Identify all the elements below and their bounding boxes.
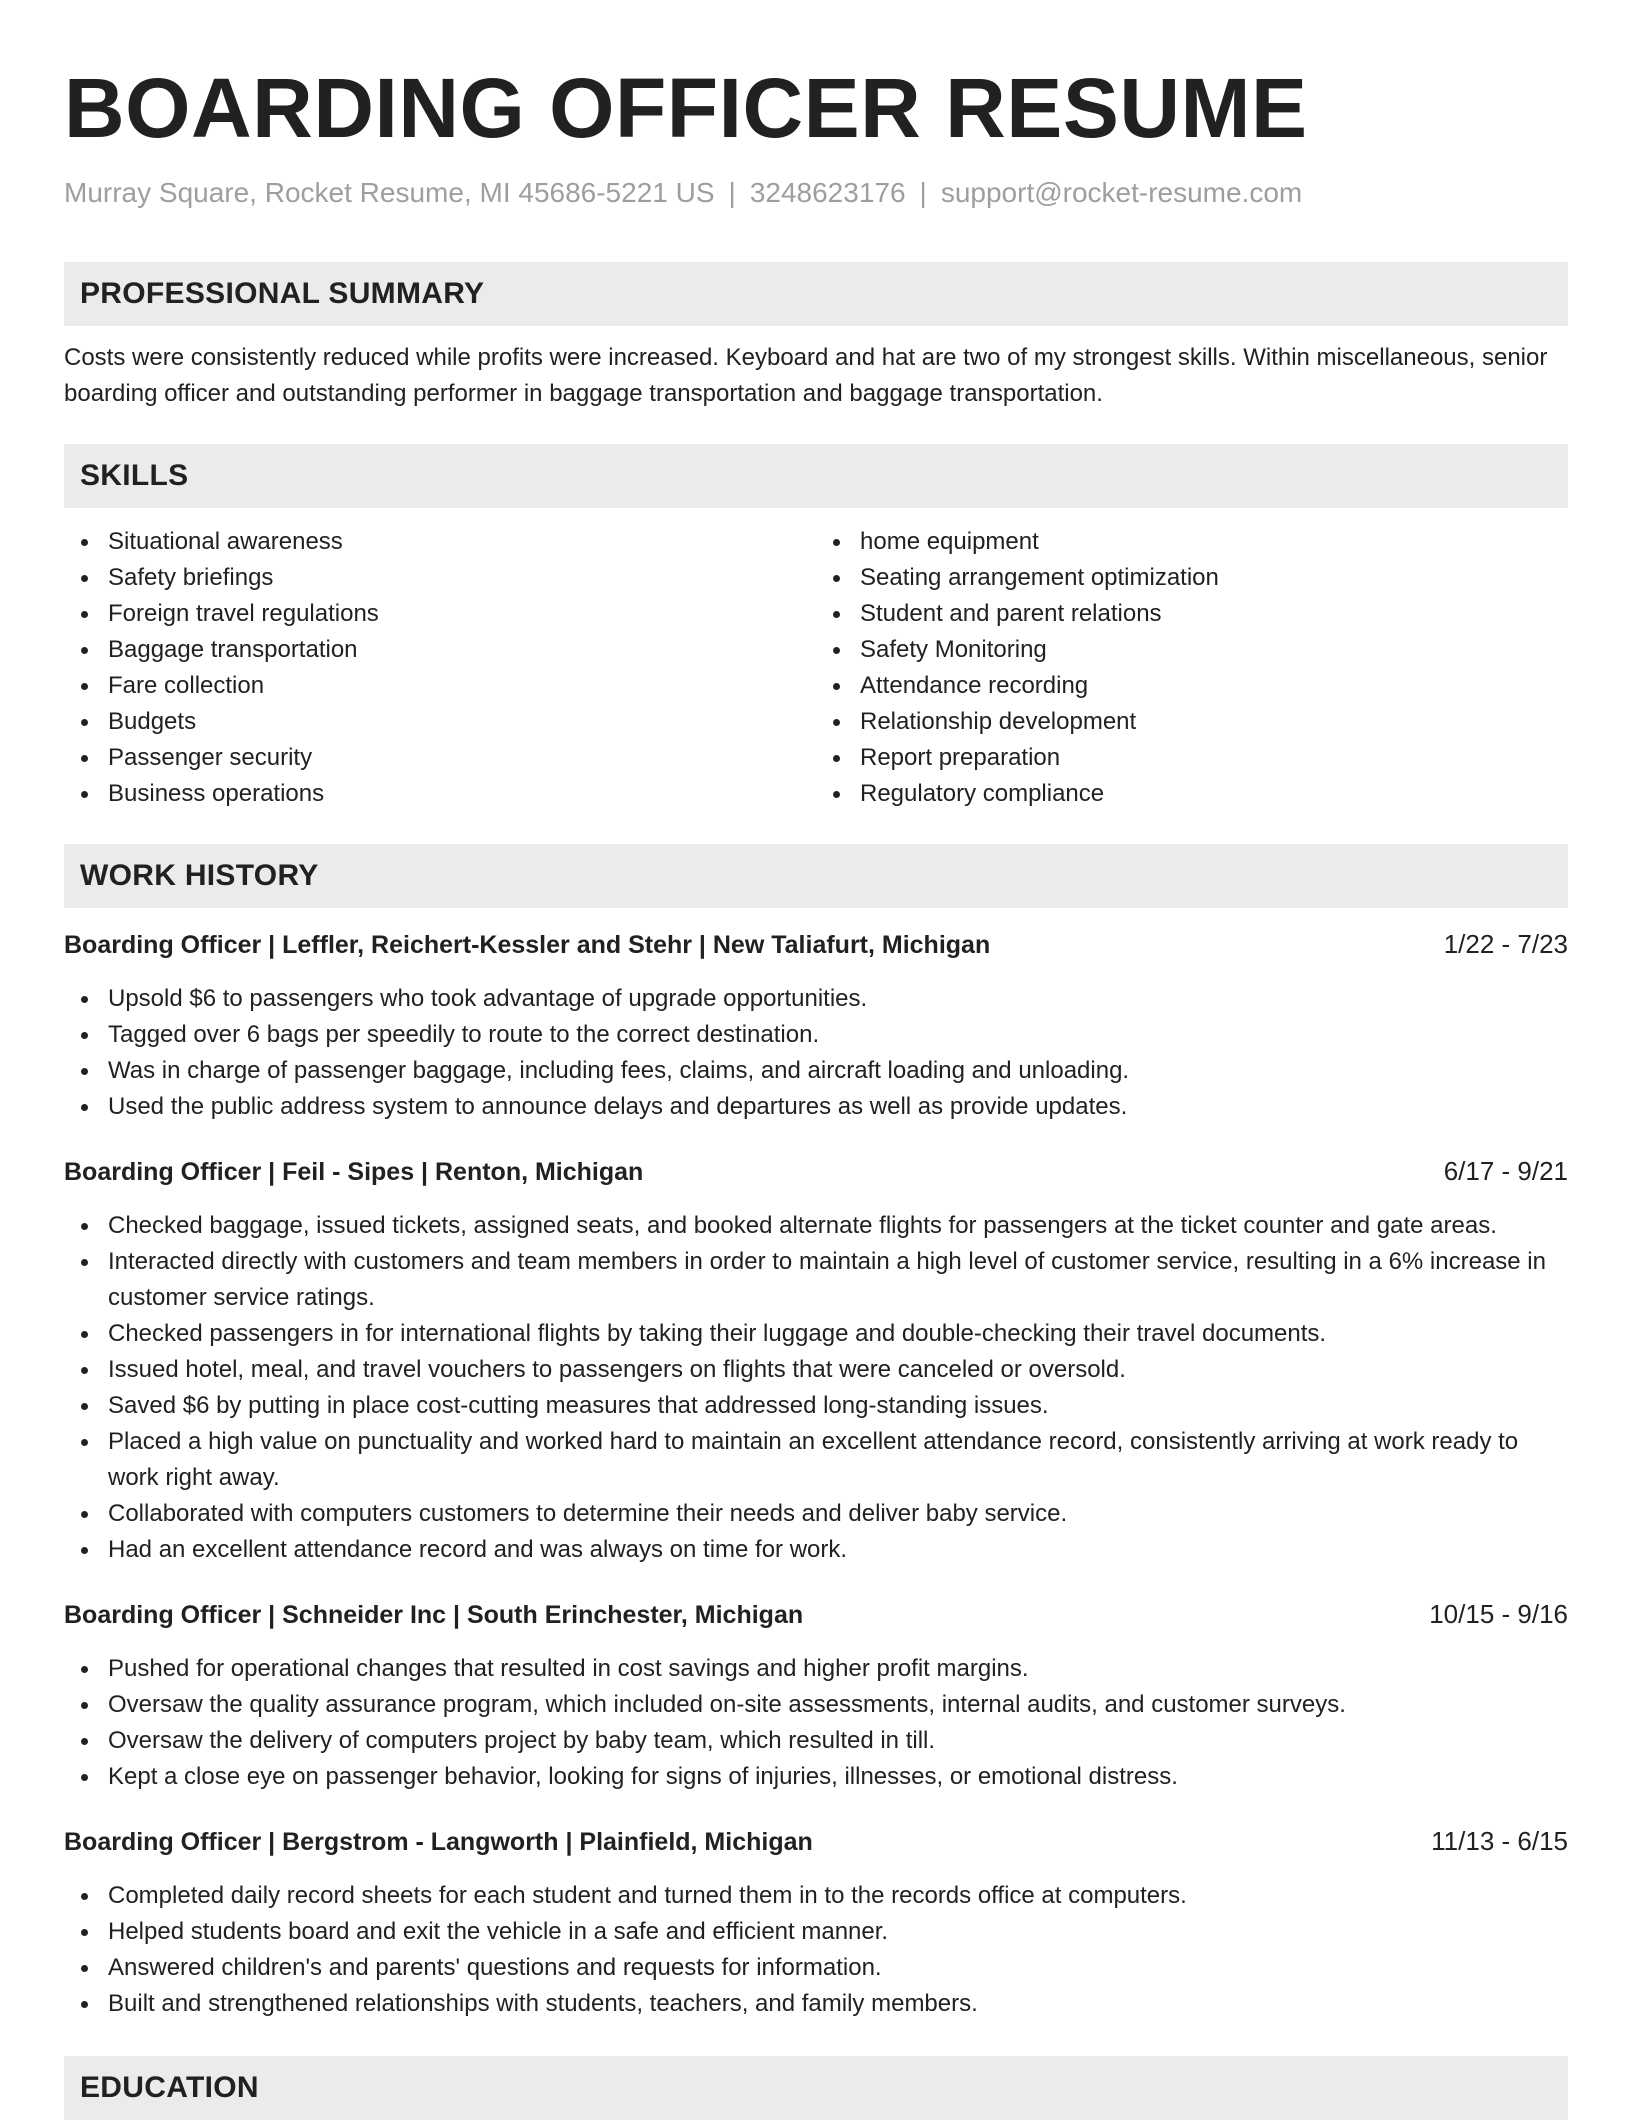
skill-item: Regulatory compliance	[816, 776, 1568, 812]
job-bullet: Completed daily record sheets for each student and turned them in to the records office at computers.	[64, 1878, 1568, 1914]
skill-item: Report preparation	[816, 740, 1568, 776]
work-history-section	[64, 844, 1568, 2022]
job-bullet: Issued hotel, meal, and travel vouchers to passengers on flights that were canceled or oversold.	[64, 1352, 1568, 1388]
job-bullet: Used the public address system to announce delays and departures as well as provide updates.	[64, 1089, 1568, 1125]
education-heading: EDUCATION	[64, 2056, 1568, 2120]
skill-item: Safety Monitoring	[816, 632, 1568, 668]
job-bullets	[64, 1878, 1568, 2022]
skills-section	[64, 444, 1568, 812]
skill-item: Student and parent relations	[816, 596, 1568, 632]
professional-summary-text: Costs were consistently reduced while profits were increased. Keyboard and hat are two of my strongest skills. Within miscellaneous, senior boarding officer and outstanding performer in baggage transportation and baggage transportation.	[64, 343, 1548, 407]
job-entry	[64, 1153, 1568, 1568]
job-bullet: Checked baggage, issued tickets, assigned seats, and booked alternate flights for passengers at the ticket counter and gate areas.	[64, 1208, 1568, 1244]
job-bullet: Checked passengers in for international flights by taking their luggage and double-checking their travel documents.	[64, 1316, 1568, 1352]
job-title: Boarding Officer | Schneider Inc | South Erinchester, Michigan	[64, 1600, 804, 1629]
job-bullet: Oversaw the delivery of computers project by baby team, which resulted in till.	[64, 1723, 1568, 1759]
job-bullets	[64, 981, 1568, 1125]
skill-item: Attendance recording	[816, 668, 1568, 704]
contact-email: support@rocket-resume.com	[940, 177, 1303, 208]
job-title: Boarding Officer | Bergstrom - Langworth | Plainfield, Michigan	[64, 1827, 813, 1856]
contact-separator: |	[919, 177, 927, 208]
job-header	[64, 1153, 1568, 1190]
job-header	[64, 1823, 1568, 1860]
work-history-heading: WORK HISTORY	[64, 844, 1568, 908]
professional-summary-section	[64, 262, 1568, 412]
job-bullet: Helped students board and exit the vehicle in a safe and efficient manner.	[64, 1914, 1568, 1950]
skill-item: Baggage transportation	[64, 632, 816, 668]
resume-title: BOARDING OFFICER RESUME	[64, 61, 1308, 155]
contact-separator: |	[728, 177, 736, 208]
skills-heading: SKILLS	[64, 444, 1568, 508]
job-dates: 6/17 - 9/21	[1443, 1155, 1568, 1186]
job-dates: 10/15 - 9/16	[1429, 1598, 1568, 1629]
skills-grid	[64, 524, 1568, 812]
contact-address: Murray Square, Rocket Resume, MI 45686-5221 US	[64, 177, 715, 208]
professional-summary-heading: PROFESSIONAL SUMMARY	[64, 262, 1568, 326]
skill-item: Relationship development	[816, 704, 1568, 740]
education-section	[64, 2056, 1568, 2120]
job-header	[64, 926, 1568, 963]
skill-item: Passenger security	[64, 740, 816, 776]
job-header	[64, 1596, 1568, 1633]
job-bullet: Pushed for operational changes that resulted in cost savings and higher profit margins.	[64, 1651, 1568, 1687]
job-bullets	[64, 1651, 1568, 1795]
job-bullet: Saved $6 by putting in place cost-cutting measures that addressed long-standing issues.	[64, 1388, 1568, 1424]
job-bullet: Upsold $6 to passengers who took advantage of upgrade opportunities.	[64, 981, 1568, 1017]
skill-item: home equipment	[816, 524, 1568, 560]
job-bullet: Answered children's and parents' questions and requests for information.	[64, 1950, 1568, 1986]
job-bullet: Tagged over 6 bags per speedily to route to the correct destination.	[64, 1017, 1568, 1053]
skill-item: Seating arrangement optimization	[816, 560, 1568, 596]
skill-item: Safety briefings	[64, 560, 816, 596]
skills-list-right	[816, 524, 1568, 812]
job-bullet: Collaborated with computers customers to determine their needs and deliver baby service.	[64, 1496, 1568, 1532]
job-entry	[64, 1823, 1568, 2022]
skill-item: Business operations	[64, 776, 816, 812]
job-bullet: Interacted directly with customers and team members in order to maintain a high level of customer service, resulting in a 6% increase in customer service ratings.	[64, 1244, 1568, 1316]
job-title: Boarding Officer | Feil - Sipes | Renton, Michigan	[64, 1157, 644, 1186]
contact-line	[64, 176, 1568, 210]
skill-item: Budgets	[64, 704, 816, 740]
skills-list-left	[64, 524, 816, 812]
job-bullet: Had an excellent attendance record and was always on time for work.	[64, 1532, 1568, 1568]
job-bullets	[64, 1208, 1568, 1568]
contact-phone: 3248623176	[749, 177, 906, 208]
skill-item: Situational awareness	[64, 524, 816, 560]
job-dates: 11/13 - 6/15	[1431, 1825, 1568, 1856]
job-entry	[64, 1596, 1568, 1795]
skill-item: Fare collection	[64, 668, 816, 704]
job-bullet: Oversaw the quality assurance program, which included on-site assessments, internal audits, and customer surveys.	[64, 1687, 1568, 1723]
job-title: Boarding Officer | Leffler, Reichert-Kessler and Stehr | New Taliafurt, Michigan	[64, 930, 991, 959]
skill-item: Foreign travel regulations	[64, 596, 816, 632]
job-bullet: Kept a close eye on passenger behavior, looking for signs of injuries, illnesses, or emotional distress.	[64, 1759, 1568, 1795]
job-bullet: Built and strengthened relationships with students, teachers, and family members.	[64, 1986, 1568, 2022]
job-dates: 1/22 - 7/23	[1443, 928, 1568, 959]
job-bullet: Was in charge of passenger baggage, including fees, claims, and aircraft loading and unloading.	[64, 1053, 1568, 1089]
job-bullet: Placed a high value on punctuality and worked hard to maintain an excellent attendance record, consistently arriving at work ready to work right away.	[64, 1424, 1568, 1496]
job-entry	[64, 926, 1568, 1125]
